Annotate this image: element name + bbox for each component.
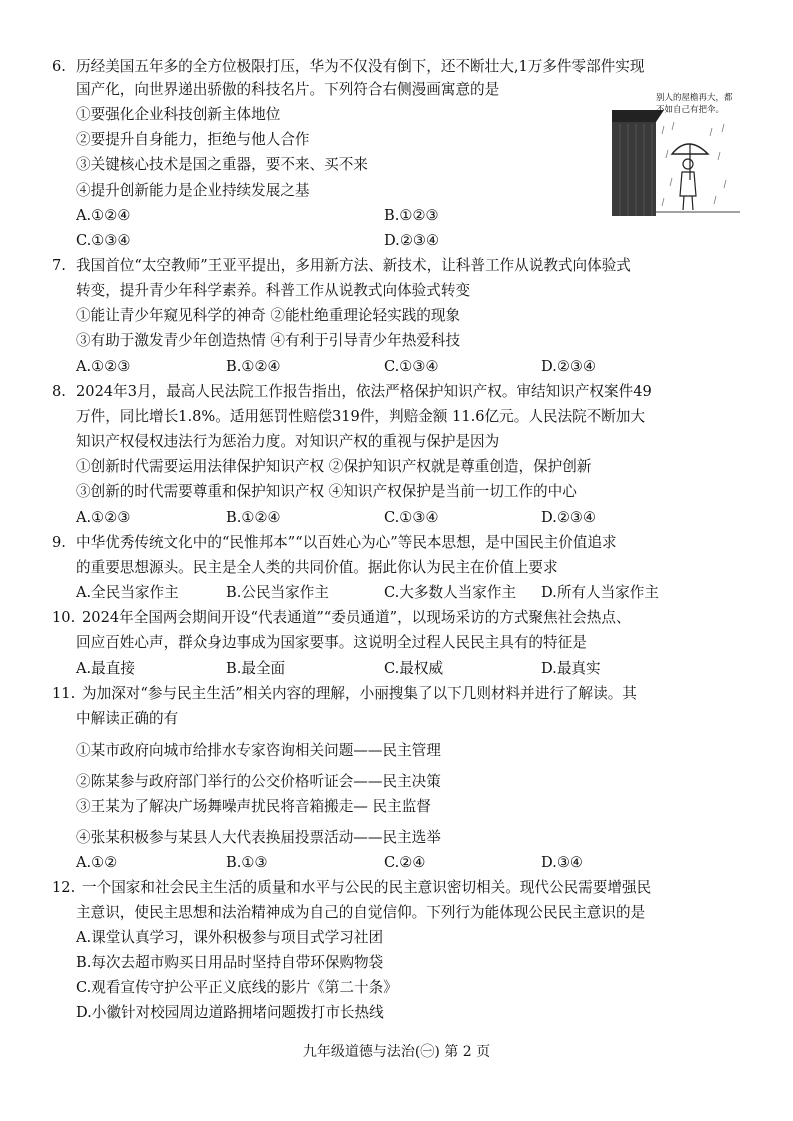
statement-item: ③关键核心技术是国之重器，要不来、买不来 [76,156,368,173]
statement-item: ③王某为了解决广场舞噪声扰民将音箱搬走— 民主监督 [76,798,431,815]
answer-option: B.①③ [226,854,268,871]
answer-option: D.小徽针对校园周边道路拥堵问题拨打市长热线 [76,1004,384,1021]
cartoon-caption [656,92,733,116]
answer-option: A.全民当家作主 [76,584,179,601]
statement-item: ④张某积极参与某县人大代表换届投票活动——民主选举 [76,829,441,846]
question-stem-line: 历经美国五年多的全方位极限打压，华为不仅没有倒下，还不断壮大,1万多件零部件实现 [76,58,645,75]
answer-option: A.①②④ [76,207,131,224]
question-stem-line: 2024年3月，最高人民法院工作报告指出，依法严格保护知识产权。审结知识产权案件49 [76,383,652,400]
answer-option: C.观看宣传守护公平正义底线的影片《第二十条》 [76,979,398,996]
answer-option: D.③④ [541,854,583,871]
statement-item: ④提升创新能力是企业持续发展之基 [76,182,310,199]
question-number: 7. [52,257,66,274]
answer-option: C.大多数人当家作主 [384,584,517,601]
question-number: 11. [52,685,76,702]
answer-option: C.①③④ [76,232,131,249]
question-stem-line: 中解读正确的有 [76,710,179,727]
question-stem-line: 回应百姓心声，群众身边事成为国家要事。这说明全过程人民民主具有的特征是 [76,634,587,651]
question-stem-line: 国产化，向世界递出骄傲的科技名片。下列符合右侧漫画寓意的是 [76,81,500,98]
answer-option: B.每次去超市购买日用品时坚持自带环保购物袋 [76,954,384,971]
answer-option: D.最真实 [541,660,601,677]
answer-option: B.公民当家作主 [226,584,329,601]
answer-option: D.②③④ [541,358,597,375]
cartoon-illustration [612,88,740,216]
question-stem-line: 中华优秀传统文化中的“民惟邦本”“以百姓心为心”等民本思想，是中国民主价值追求 [76,534,617,551]
statement-item: ①某市政府向城市给排水专家咨询相关问题——民主管理 [76,742,441,759]
question-number: 6. [52,58,66,75]
question-stem-line: 万件，同比增长1.8%。适用惩罚性赔偿319件，判赔金额 11.6亿元。人民法院不断加大 [76,408,646,425]
answer-option: C.①③④ [384,358,439,375]
answer-option: A.①② [76,854,118,871]
answer-option: B.最全面 [226,660,286,677]
statement-item: ③有助于激发青少年创造热情 ④有利于引导青少年热爱科技 [76,332,461,349]
answer-option: A.最直接 [76,660,135,677]
answer-option: D.所有人当家作主 [541,584,659,601]
question-stem-line: 的重要思想源头。民主是全人类的共同价值。据此你认为民主在价值上要求 [76,559,558,576]
page-footer: 九年级道德与法治(㊀) 第 2 页 [302,1044,491,1060]
answer-option: B.①②④ [226,358,281,375]
cartoon-caption-line: 别人的屋檐再大，都 [656,93,733,103]
answer-option: C.最权威 [384,660,444,677]
answer-option: C.②④ [384,854,426,871]
statement-item: ①能让青少年窥见科学的神奇 ②能杜绝重理论轻实践的现象 [76,307,461,324]
answer-option: B.①②③ [384,207,439,224]
question-number: 12. [52,879,76,896]
question-stem-line: 我国首位“太空教师”王亚平提出，多用新方法、新技术，让科普工作从说教式向体验式 [76,257,631,274]
statement-item: ①创新时代需要运用法律保护知识产权 ②保护知识产权就是尊重创造，保护创新 [76,458,592,475]
answer-option: A.课堂认真学习，课外积极参与项目式学习社团 [76,929,384,946]
answer-option: B.①②④ [226,509,281,526]
question-stem-line: 为加深对“参与民主生活”相关内容的理解，小丽搜集了以下几则材料并进行了解读。其 [82,685,637,702]
answer-option: A.①②③ [76,358,131,375]
answer-option: D.②③④ [541,509,597,526]
question-number: 10. [52,609,76,626]
answer-option: A.①②③ [76,509,131,526]
question-number: 9. [52,534,66,551]
statement-item: ③创新的时代需要尊重和保护知识产权 ④知识产权保护是当前一切工作的中心 [76,483,577,500]
question-stem-line: 一个国家和社会民主生活的质量和水平与公民的民主意识密切相关。现代公民需要增强民 [82,879,652,896]
question-stem-line: 知识产权侵权违法行为惩治力度。对知识产权的重视与保护是因为 [76,433,500,450]
statement-item: ①要强化企业科技创新主体地位 [76,106,281,123]
question-number: 8. [52,383,66,400]
cartoon-caption-line: 不如自己有把伞。 [656,105,725,115]
statement-item: ②要提升自身能力，拒绝与他人合作 [76,131,310,148]
answer-option: D.②③④ [384,232,440,249]
statement-item: ②陈某参与政府部门举行的公交价格听证会——民主决策 [76,773,441,790]
question-stem-line: 主意识，使民主思想和法治精神成为自己的自觉信仰。下列行为能体现公民民主意识的是 [76,904,646,921]
question-stem-line: 2024年全国两会期间开设“代表通道”“委员通道”，以现场采访的方式聚焦社会热点、 [82,609,631,626]
answer-option: C.①③④ [384,509,439,526]
question-stem-line: 转变，提升青少年科学素养。科普工作从说教式向体验式转变 [76,282,471,299]
